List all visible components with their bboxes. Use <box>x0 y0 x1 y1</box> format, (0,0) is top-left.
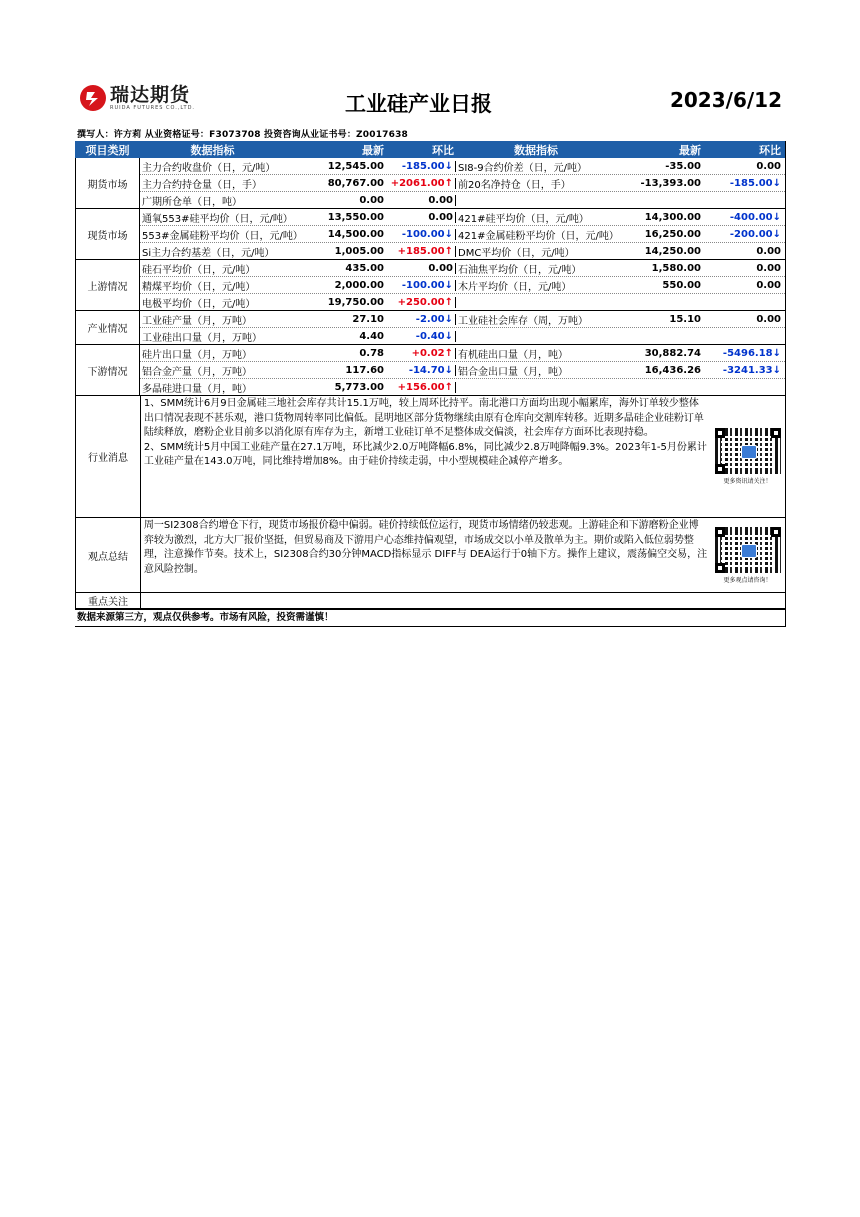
disclaimer: 数据来源第三方，观点仅供参考。市场有风险，投资需谨慎！ <box>75 609 785 627</box>
opinion-qr-block <box>710 518 785 592</box>
table-section <box>75 311 785 345</box>
brand-subtitle: RUIDA FUTURES CO.,LTD. <box>110 104 196 111</box>
table-row <box>140 345 785 362</box>
change-value-2: -185.00↓ <box>729 177 781 189</box>
latest-value: 0.00 <box>359 194 384 206</box>
table-row <box>140 243 785 259</box>
change-value-2: 0.00 <box>756 160 781 172</box>
news-qr-block <box>710 396 785 517</box>
indicator-name-2: 有机硅出口量（月，吨） <box>458 349 568 361</box>
section-category: 产业情况 <box>76 311 140 344</box>
change-value: +250.00↑ <box>386 297 456 308</box>
qr-caption: 更多观点请咨询！ <box>723 576 772 584</box>
section-category: 期货市场 <box>76 158 140 208</box>
section-category: 现货市场 <box>76 209 140 259</box>
change-value: -14.70↓ <box>386 365 456 376</box>
latest-value: 2,000.00 <box>334 279 384 291</box>
qr-code-icon <box>715 527 781 573</box>
report-date: 2023/6/12 <box>669 88 782 112</box>
change-value-2: -200.00↓ <box>729 228 781 240</box>
table-row <box>140 209 785 226</box>
qr-code-icon <box>715 428 781 474</box>
indicator-name: 精煤平均价（日，元/吨） <box>142 281 256 293</box>
indicator-name-2: DMC平均价（日，元/吨） <box>458 247 575 259</box>
indicator-name-2: SI8-9合约价差（日，元/吨） <box>458 162 587 174</box>
change-value: 0.00 <box>386 195 456 206</box>
latest-value-2: 1,580.00 <box>651 262 701 274</box>
change-value-2: 0.00 <box>756 262 781 274</box>
table-row <box>140 158 785 175</box>
indicator-name: 553#金属硅粉平均价（日，元/吨） <box>142 230 303 242</box>
table-row <box>140 294 785 310</box>
indicator-name-2: 工业硅社会库存（周，万吨） <box>458 315 588 327</box>
focus-body <box>141 593 785 608</box>
header-latest-2: 最新 <box>679 143 701 157</box>
change-value-2: -400.00↓ <box>729 211 781 223</box>
section-category: 下游情况 <box>76 345 140 395</box>
latest-value-2: 16,436.26 <box>644 364 701 376</box>
latest-value-2: -13,393.00 <box>640 177 701 189</box>
opinion-section <box>75 518 785 593</box>
table-row <box>140 226 785 243</box>
industry-news-body <box>141 396 710 517</box>
change-value: -100.00↓ <box>386 229 456 240</box>
indicator-name: 多晶硅进口量（月，吨） <box>142 383 252 395</box>
indicator-name: 广期所仓单（日，吨） <box>142 196 242 208</box>
header-category: 项目类别 <box>85 143 130 157</box>
header-indicator: 数据指标 <box>190 143 235 157</box>
brand-logo <box>79 84 195 112</box>
table-header <box>75 141 785 158</box>
latest-value-2: 550.00 <box>662 279 701 291</box>
report-title: 工业硅产业日报 <box>345 92 492 116</box>
section-category: 观点总结 <box>76 518 141 592</box>
latest-value: 80,767.00 <box>327 177 384 189</box>
indicator-name: 主力合约持仓量（日，手） <box>142 179 262 191</box>
latest-value: 5,773.00 <box>334 381 384 393</box>
table-row <box>140 311 785 328</box>
change-value: +0.02↑ <box>386 348 456 359</box>
opinion-body: 周一SI2308合约增仓下行，现货市场报价稳中偏弱。硅价持续低位运行，现货市场情绪仍较悲观。上游硅企和下游磨粉企业博弈较为激烈，北方大厂报价坚挺，但贸易商及下游用户心态维持偏观望，市场成交以小单及散单为主。期价或陷入低位弱势整理，注意操作节奏。技术上，SI2308合约30分钟MACD指标显示 DIFF与 DEA运行于0轴下方。操作上建议，震荡偏空交易，注意风险控制。 <box>143 520 708 575</box>
change-value: 0.00 <box>386 212 456 223</box>
brand-name: 瑞达期货 <box>110 83 191 106</box>
focus-section <box>75 593 785 609</box>
author-line: 撰写人：许方莉 从业资格证号：F3073708 投资咨询从业证书号：Z0017638 <box>77 130 409 140</box>
indicator-name-2: 石油焦平均价（日，元/吨） <box>458 264 582 276</box>
indicator-name-2: 铝合金出口量（月，吨） <box>458 366 568 378</box>
indicator-name-2: 前20名净持仓（日，手） <box>458 179 571 191</box>
header-change: 环比 <box>432 143 454 157</box>
change-value-2: 0.00 <box>756 313 781 325</box>
latest-value: 0.78 <box>359 347 384 359</box>
table-sections <box>75 158 785 396</box>
latest-value: 117.60 <box>345 364 384 376</box>
header-latest: 最新 <box>362 143 384 157</box>
change-value-2: 0.00 <box>756 245 781 257</box>
qr-caption: 更多资讯请关注！ <box>723 478 772 485</box>
latest-value: 19,750.00 <box>327 296 384 308</box>
table-row <box>140 192 785 208</box>
latest-value-2: 14,250.00 <box>644 245 701 257</box>
table-section <box>75 158 785 209</box>
indicator-name: 铝合金产量（月，万吨） <box>142 366 252 378</box>
latest-value: 435.00 <box>345 262 384 274</box>
table-row <box>140 175 785 192</box>
indicator-name: 主力合约收盘价（日，元/吨） <box>142 162 276 174</box>
section-category: 重点关注 <box>76 593 141 608</box>
latest-value-2: 30,882.74 <box>644 347 701 359</box>
table-section <box>75 345 785 396</box>
change-value: -2.00↓ <box>386 314 456 325</box>
table-section <box>75 260 785 311</box>
table-section <box>75 209 785 260</box>
latest-value: 12,545.00 <box>327 160 384 172</box>
change-value: +185.00↑ <box>386 246 456 257</box>
header-change-2: 环比 <box>759 143 781 157</box>
indicator-name: 电极平均价（日，元/吨） <box>142 298 256 310</box>
indicator-name: 工业硅出口量（月，万吨） <box>142 332 262 344</box>
latest-value: 1,005.00 <box>334 245 384 257</box>
latest-value-2: 16,250.00 <box>644 228 701 240</box>
table-row <box>140 260 785 277</box>
table-row <box>140 379 785 395</box>
indicator-name: Si主力合约基差（日，元/吨） <box>142 247 275 259</box>
data-table <box>75 141 786 627</box>
latest-value: 4.40 <box>359 330 384 342</box>
news-paragraph-1: 1、SMM统计6月9日金属硅三地社会库存共计15.1万吨，较上周环比持平。南北港口方面均出现小幅累库，海外订单较少整体出口情况表现不甚乐观，港口货物周转率同比偏低。昆明地区部分货物继续由原有仓库向交割库转移。近期多晶硅企业硅粉订单陆续释放，磨粉企业目前多以消化原有库存为主，新增工业硅订单不足整体成交偏淡，社会库存方面环比表现持稳。 <box>143 398 704 438</box>
industry-news-section <box>75 396 785 518</box>
table-row <box>140 362 785 379</box>
change-value-2: -3241.33↓ <box>722 364 781 376</box>
latest-value: 13,550.00 <box>327 211 384 223</box>
ruida-logo-icon <box>79 84 107 112</box>
header-indicator-2: 数据指标 <box>514 143 558 157</box>
latest-value-2: 15.10 <box>669 313 701 325</box>
change-value-2: 0.00 <box>756 279 781 291</box>
change-value: -185.00↓ <box>386 161 456 172</box>
change-value: -100.00↓ <box>386 280 456 291</box>
indicator-name: 硅片出口量（月，万吨） <box>142 349 252 361</box>
table-row <box>140 277 785 294</box>
change-value: 0.00 <box>386 263 456 274</box>
indicator-name: 工业硅产量（月，万吨） <box>142 315 252 327</box>
table-row <box>140 328 785 344</box>
news-paragraph-2: 2、SMM统计5月中国工业硅产量在27.1万吨，环比减少2.0万吨降幅6.8%，同比减少2.8万吨降幅9.3%。2023年1-5月份累计工业硅产量在143.0万吨，同比维持增加8%。由于硅价持续走弱，中小型规模硅企减停产增多。 <box>143 441 707 467</box>
indicator-name: 通氧553#硅平均价（日，元/吨） <box>142 213 293 225</box>
latest-value: 14,500.00 <box>327 228 384 240</box>
change-value: -0.40↓ <box>386 331 456 342</box>
latest-value-2: -35.00 <box>665 160 701 172</box>
indicator-name: 硅石平均价（日，元/吨） <box>142 264 256 276</box>
change-value-2: -5496.18↓ <box>722 347 781 359</box>
latest-value-2: 14,300.00 <box>644 211 701 223</box>
change-value: +156.00↑ <box>386 382 456 393</box>
indicator-name-2: 木片平均价（日，元/吨） <box>458 281 572 293</box>
change-value: +2061.00↑ <box>386 178 456 189</box>
indicator-name-2: 421#硅平均价（日，元/吨） <box>458 213 589 225</box>
latest-value: 27.10 <box>352 313 384 325</box>
section-category: 上游情况 <box>76 260 140 310</box>
indicator-name-2: 421#金属硅粉平均价（日，元/吨） <box>458 230 619 242</box>
section-category: 行业消息 <box>76 396 141 517</box>
